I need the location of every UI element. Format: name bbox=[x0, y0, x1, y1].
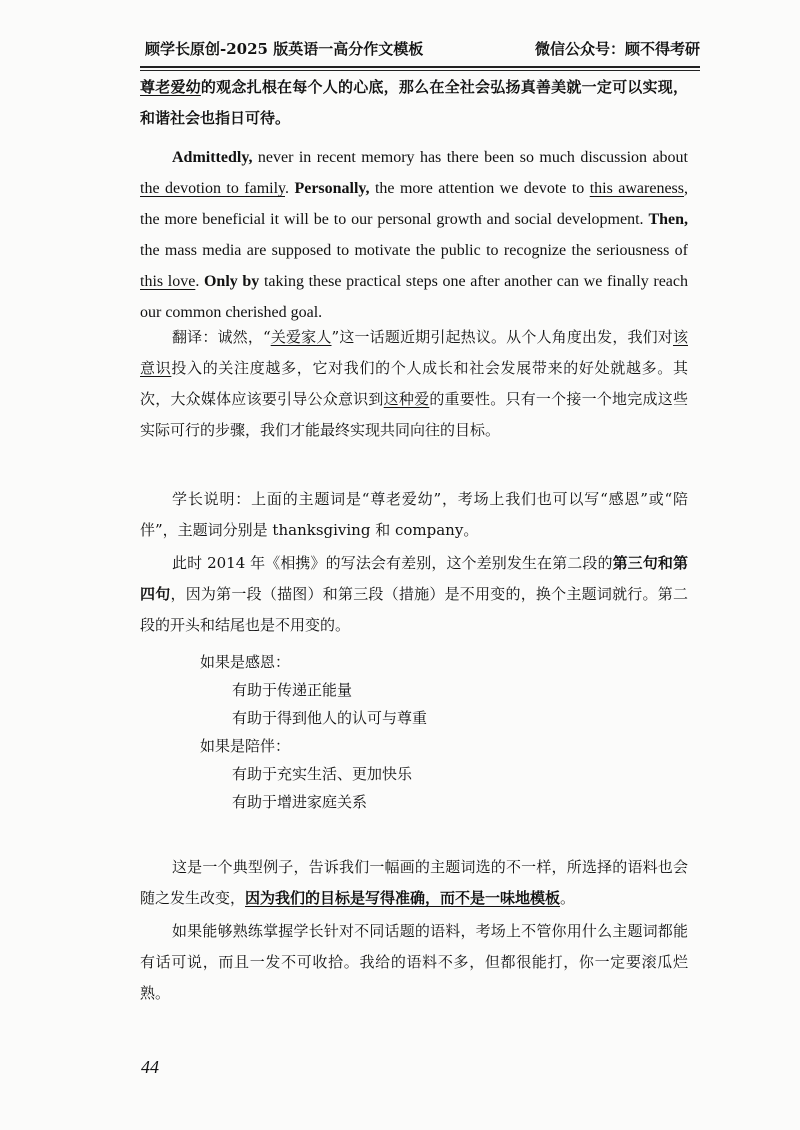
continued-paragraph: 尊老爱幼的观念扎根在每个人的心底，那么在全社会弘扬真善美就一定可以实现，和谐社会也指日可待。 bbox=[140, 78, 688, 127]
conclusion-underlined: 因为我们的目标是写得准确，而不是一味地模板 bbox=[245, 889, 561, 907]
page-number: 44 bbox=[141, 1057, 159, 1077]
option-gratitude-title: 如果是感恩： bbox=[200, 653, 291, 671]
phrase-this-love: this love bbox=[140, 273, 196, 290]
translation-underline-2: 该意识 bbox=[140, 328, 688, 377]
theme-word-underlined: 尊老爱幼 bbox=[140, 78, 201, 96]
option-company-title: 如果是陪伴： bbox=[200, 737, 291, 755]
translation-underline-1: 关爱家人 bbox=[270, 328, 332, 346]
page-header bbox=[145, 38, 700, 64]
list-item: 有助于传递正能量 bbox=[232, 681, 353, 699]
header-rule bbox=[140, 66, 700, 68]
english-template-paragraph: Admittedly, never in recent memory has there been so much discussion about the devotion to family. Personally, the more attention we devote to this awareness, the more beneficial it will be to our personal growth and social development. Then, the mass media are supposed to motivate the public to recognize the seriousness of this love. Only by taking these practical steps one after another can we finally reach our common cherished goal. bbox=[140, 149, 689, 321]
highlight-third-fourth-sentence: 第三句和第四句 bbox=[140, 554, 688, 603]
header-wechat-account: 微信公众号：顾不得考研 bbox=[534, 40, 700, 58]
conclusion-paragraph: 这是一个典型例子，告诉我们一幅画的主题词选的不一样，所选择的语料也会随之发生改变，因为我们的目标是写得准确，而不是一味地模板。 bbox=[140, 858, 688, 907]
list-item: 有助于充实生活、更加快乐 bbox=[232, 765, 413, 783]
header-title: 顾学长原创-2025 版英语一高分作文模板 bbox=[145, 40, 424, 58]
header-rule-thin bbox=[140, 70, 700, 71]
list-item: 有助于增进家庭关系 bbox=[232, 793, 368, 811]
phrase-this-awareness: this awareness bbox=[589, 180, 685, 197]
explanation-note: 学长说明：上面的主题词是“尊老爱幼”，考场上我们也可以写“感恩”或“陪伴”，主题词分别是 thanksgiving 和 company。 bbox=[140, 490, 688, 539]
list-item: 有助于得到他人的认可与尊重 bbox=[232, 709, 428, 727]
translation-underline-3: 这种爱 bbox=[383, 390, 430, 408]
final-paragraph: 如果能够熟练掌握学长针对不同话题的语料，考场上不管你用什么主题词都能有话可说，而且一发不可收拾。我给的语料不多，但都很能打，你一定要滚瓜烂熟。 bbox=[140, 922, 688, 1002]
translation-paragraph: 翻译：诚然，“关爱家人”这一话题近期引起热议。从个人角度出发，我们对该意识投入的关注度越多，它对我们的个人成长和社会发展带来的好处就越多。其次，大众媒体应该要引导公众意识到这种爱的重要性。只有一个接一个地完成这些实际可行的步骤，我们才能最终实现共同向往的目标。 bbox=[140, 328, 688, 439]
option-gratitude-list bbox=[232, 676, 427, 732]
phrase-devotion-to-family: the devotion to family bbox=[140, 180, 285, 197]
option-company-list bbox=[232, 760, 412, 816]
explanation-difference: 此时 2014 年《相携》的写法会有差别，这个差别发生在第二段的第三句和第四句，因为第一段（描图）和第三段（措施）是不用变的，换个主题词就行。第二段的开头和结尾也是不用变的。 bbox=[140, 554, 688, 634]
